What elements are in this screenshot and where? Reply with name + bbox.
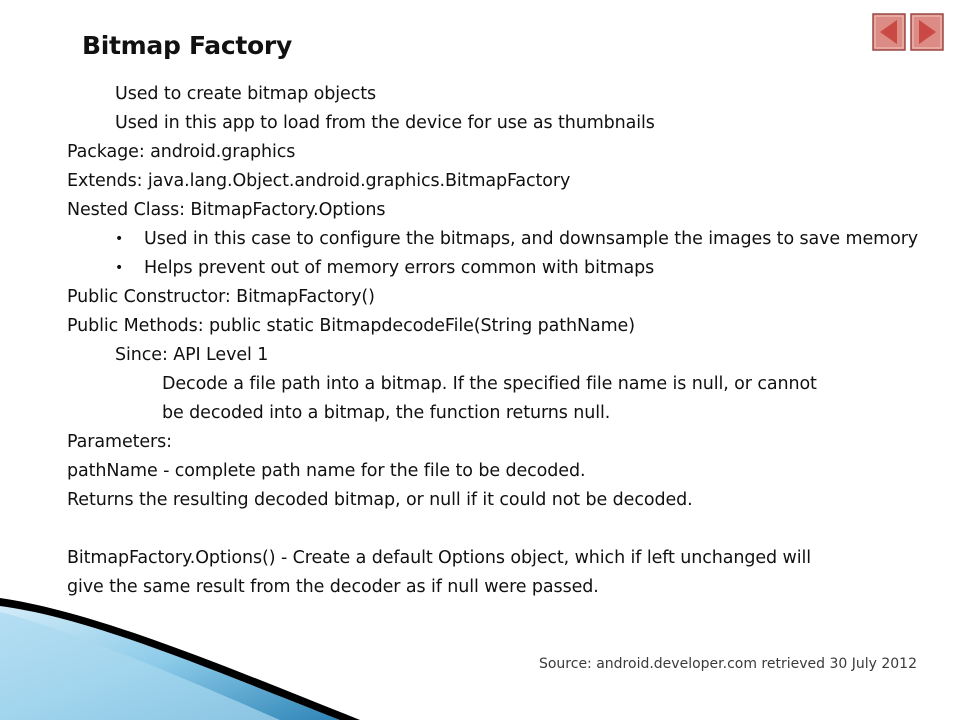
options-line: give the same result from the decoder as if null were passed. bbox=[67, 577, 599, 597]
source-citation: Source: android.developer.com retrieved 30 July 2012 bbox=[538, 656, 917, 672]
parameters-heading: Parameters: bbox=[67, 432, 172, 452]
prev-slide-button[interactable] bbox=[872, 13, 906, 51]
swoosh-light-band bbox=[0, 612, 280, 720]
parameter-line: pathName - complete path name for the file to be decoded. bbox=[67, 461, 586, 481]
bullet-dot: • bbox=[115, 231, 124, 247]
next-slide-button[interactable] bbox=[910, 13, 944, 51]
options-line: BitmapFactory.Options() - Create a default Options object, which if left unchanged will bbox=[67, 548, 811, 568]
slide-title: Bitmap Factory bbox=[82, 31, 292, 60]
returns-line: Returns the resulting decoded bitmap, or null if it could not be decoded. bbox=[67, 490, 693, 510]
bullet-item bbox=[67, 225, 937, 254]
blank-line bbox=[67, 515, 937, 544]
body-line: Used to create bitmap objects bbox=[115, 84, 377, 104]
bullet-item bbox=[67, 254, 937, 283]
nested-class-line: Nested Class: BitmapFactory.Options bbox=[67, 200, 386, 220]
constructor-line: Public Constructor: BitmapFactory() bbox=[67, 287, 375, 307]
bullet-dot: • bbox=[115, 260, 124, 276]
extends-line: Extends: java.lang.Object.android.graphics.BitmapFactory bbox=[67, 171, 571, 191]
package-line: Package: android.graphics bbox=[67, 142, 296, 162]
bullet-text: Helps prevent out of memory errors common with bitmaps bbox=[144, 258, 655, 278]
body-line: Used in this app to load from the device for use as thumbnails bbox=[115, 113, 655, 133]
description-line: Decode a file path into a bitmap. If the specified file name is null, or cannot bbox=[162, 374, 817, 394]
since-line: Since: API Level 1 bbox=[115, 345, 269, 365]
slide-body bbox=[67, 80, 937, 602]
description-line: be decoded into a bitmap, the function returns null. bbox=[162, 403, 611, 423]
bullet-text: Used in this case to configure the bitmaps, and downsample the images to save memory bbox=[144, 229, 919, 249]
methods-line: Public Methods: public static BitmapdecodeFile(String pathName) bbox=[67, 316, 635, 336]
